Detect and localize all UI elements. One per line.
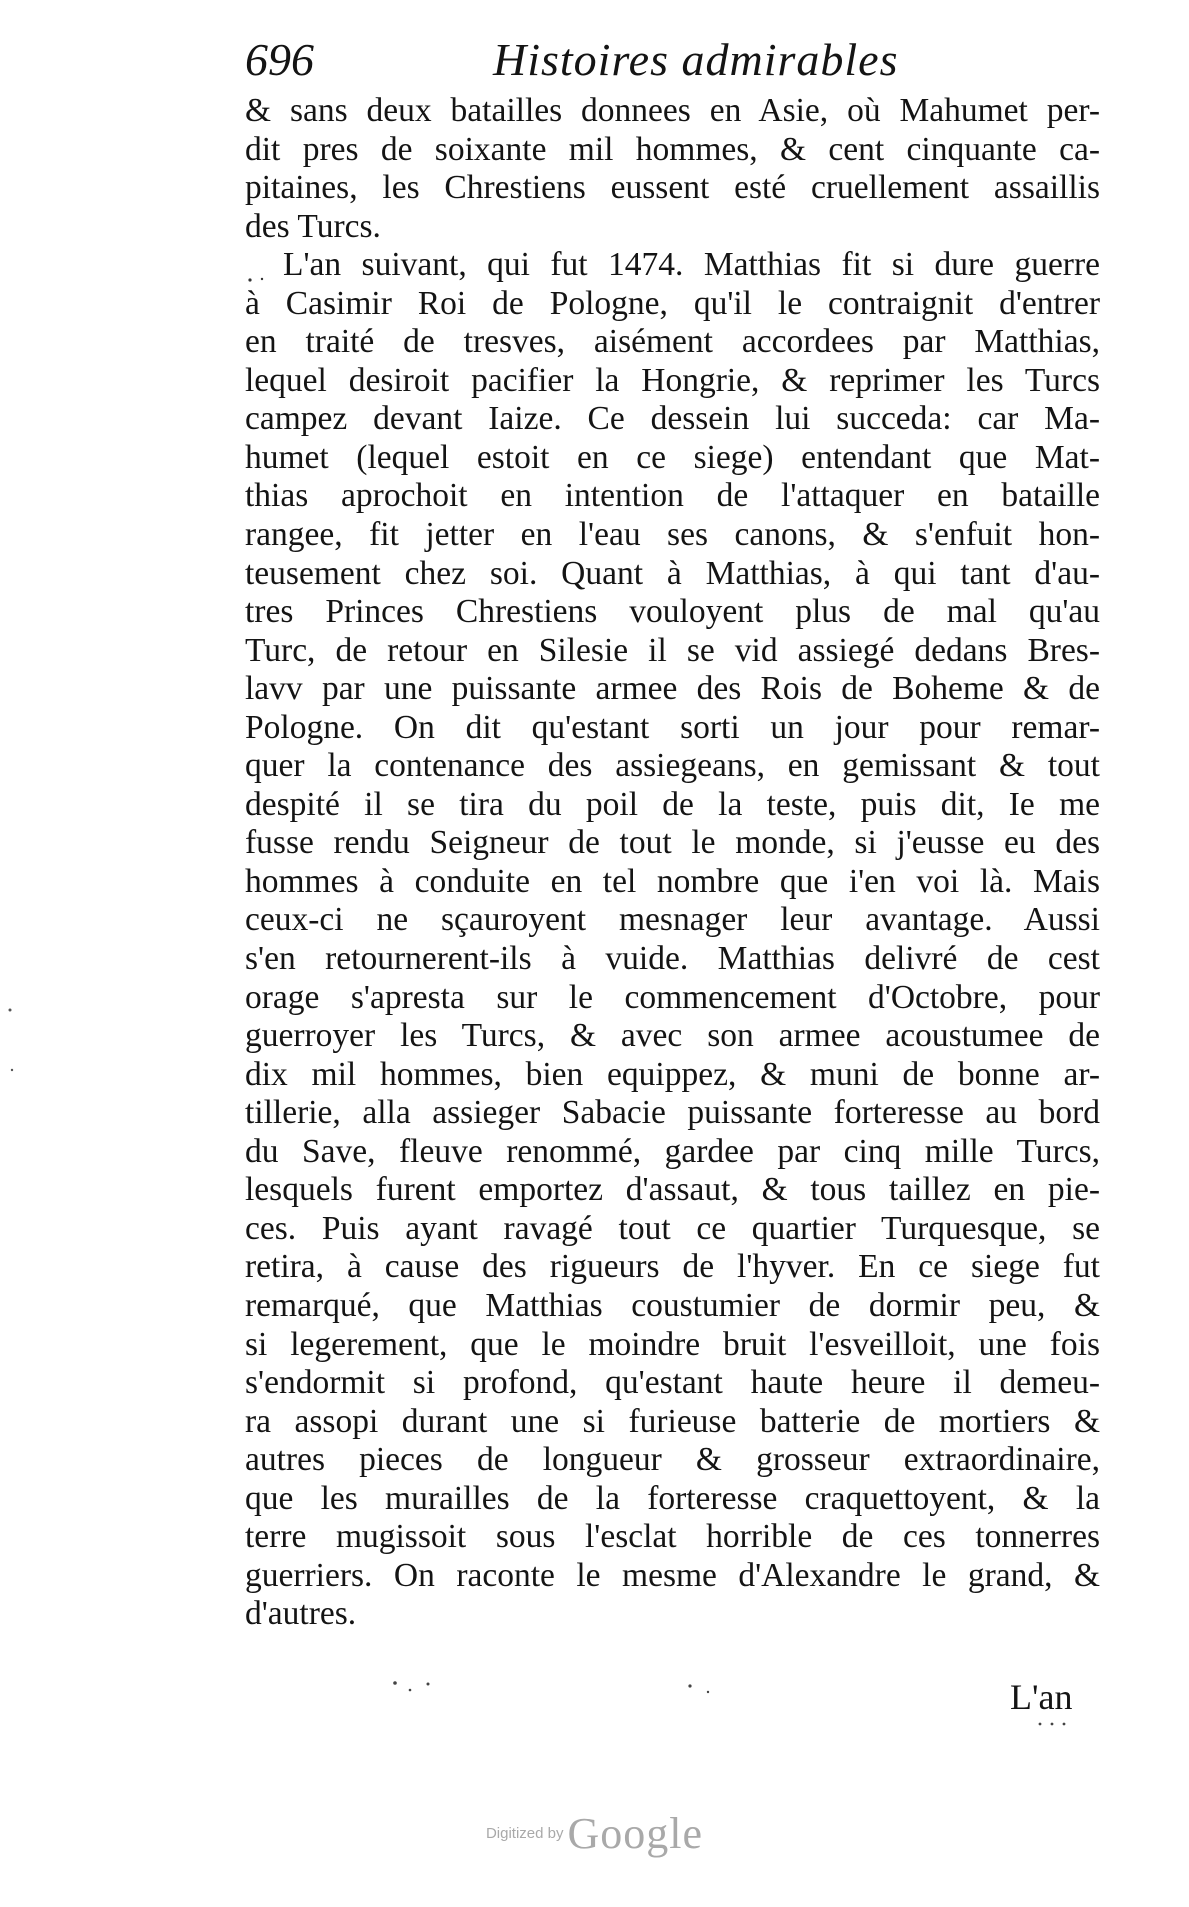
- text-line: à Casimir Roi de Pologne, qu'il le contraignit d'entrer: [245, 284, 1100, 322]
- text-line: guerroyer les Turcs, & avec son armee acoustumee de: [245, 1017, 1100, 1055]
- text-line: du Save, fleuve renommé, gardee par cinq mille Turcs,: [245, 1132, 1100, 1170]
- watermark-brand: Google: [567, 1809, 704, 1858]
- text-line: Turc, de retour en Silesie il se vid assiegé dedans Bres-: [245, 631, 1100, 669]
- text-line: Pologne. On dit qu'estant sorti un jour pour remar-: [245, 708, 1100, 746]
- text-line: terre mugissoit sous l'esclat horrible de ces tonnerres: [245, 1518, 1100, 1556]
- text-line: remarqué, que Matthias coustumier de dormir peu, &: [245, 1286, 1100, 1324]
- text-line: pitaines, les Chrestiens eussent esté cruellement assaillis: [245, 169, 1100, 207]
- text-line: L'an suivant, qui fut 1474. Matthias fit si dure guerre: [283, 246, 1100, 284]
- text-line: dix mil hommes, bien equippez, & muni de bonne ar-: [245, 1055, 1100, 1093]
- text-line: fusse rendu Seigneur de tout le monde, si j'eusse eu des: [245, 824, 1100, 862]
- text-line: teusement chez soi. Quant à Matthias, à qui tant d'au-: [245, 554, 1100, 592]
- text-line: ceux-ci ne sçauroyent mesnager leur avantage. Aussi: [245, 901, 1100, 939]
- text-line: orage s'apresta sur le commencement d'Octobre, pour: [245, 978, 1100, 1016]
- text-line: s'en retournerent-ils à vuide. Matthias delivré de cest: [245, 940, 1100, 978]
- text-line: s'endormit si profond, qu'estant haute heure il demeu-: [245, 1364, 1100, 1402]
- text-line: tillerie, alla assieger Sabacie puissante forteresse au bord: [245, 1094, 1100, 1132]
- text-line: lavv par une puissante armee des Rois de Boheme & de: [245, 670, 1100, 708]
- digitized-watermark: [0, 1808, 1189, 1859]
- text-line: humet (lequel estoit en ce siege) entendant que Mat-: [245, 438, 1100, 476]
- text-line: guerriers. On raconte le mesme d'Alexandre le grand, &: [245, 1556, 1100, 1594]
- text-line: quer la contenance des assiegeans, en gemissant & tout: [245, 747, 1100, 785]
- text-line: ces. Puis ayant ravagé tout ce quartier Turquesque, se: [245, 1209, 1100, 1247]
- text-line: lequel desiroit pacifier la Hongrie, & reprimer les Turcs: [245, 361, 1100, 399]
- text-line: d'autres.: [245, 1595, 357, 1633]
- text-line: que les murailles de la forteresse craquettoyent, & la: [245, 1479, 1100, 1517]
- text-line: thias aprochoit en intention de l'attaquer en bataille: [245, 477, 1100, 515]
- text-line: des Turcs.: [245, 207, 381, 245]
- text-line: tres Princes Chrestiens vouloyent plus de mal qu'au: [245, 593, 1100, 631]
- text-line: hommes à conduite en tel nombre que i'en voi là. Mais: [245, 862, 1100, 900]
- running-title: Histoires admirables: [493, 34, 899, 85]
- text-line: despité il se tira du poil de la teste, puis dit, Ie me: [245, 785, 1100, 823]
- text-line: campez devant Iaize. Ce dessein lui succeda: car Ma-: [245, 400, 1100, 438]
- text-line: dit pres de soixante mil hommes, & cent cinquante ca-: [245, 130, 1100, 168]
- text-line: rangee, fit jetter en l'eau ses canons, & s'enfuit hon-: [245, 516, 1100, 554]
- text-line: en traité de tresves, aisément accordees par Matthias,: [245, 323, 1100, 361]
- text-line: retira, à cause des rigueurs de l'hyver. En ce siege fut: [245, 1248, 1100, 1286]
- text-line: lesquels furent emportez d'assaut, & tous taillez en pie-: [245, 1171, 1100, 1209]
- text-line: & sans deux batailles donnees en Asie, où Mahumet per-: [245, 92, 1100, 129]
- text-line: si legerement, que le moindre bruit l'esveilloit, une fois: [245, 1325, 1100, 1363]
- text-line: ra assopi durant une si furieuse batterie de mortiers &: [245, 1402, 1100, 1440]
- catchword: L'an: [1010, 1677, 1073, 1717]
- text-line: autres pieces de longueur & grosseur extraordinaire,: [245, 1441, 1100, 1479]
- watermark-prefix: Digitized by: [485, 1825, 564, 1842]
- page-number: 696: [245, 34, 314, 85]
